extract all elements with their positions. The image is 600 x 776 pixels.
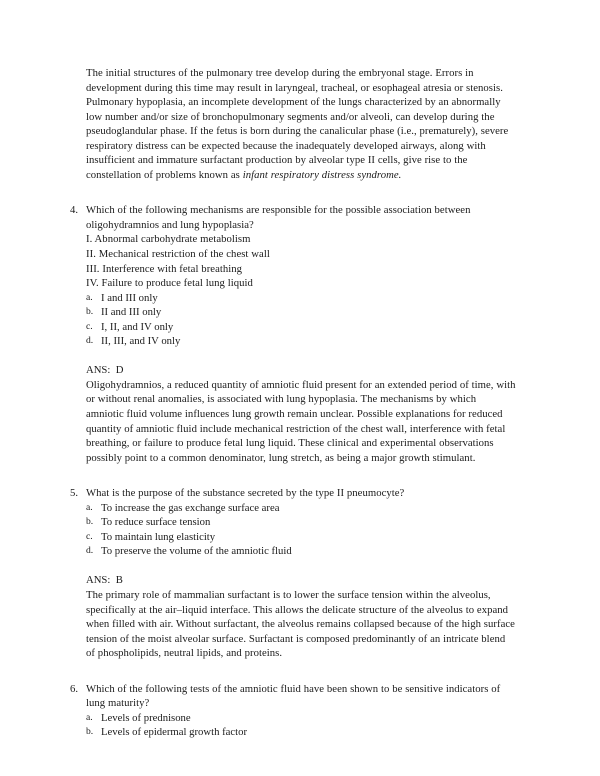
- option-text: I and III only: [101, 291, 158, 304]
- option-letter: c.: [86, 530, 93, 542]
- answer-group-4: [86, 363, 516, 465]
- option-letter: a.: [86, 291, 93, 303]
- question-number-5: 5.: [70, 487, 79, 500]
- option-text: II, III, and IV only: [101, 335, 181, 348]
- option-text: To increase the gas exchange surface area: [101, 501, 280, 514]
- option-letter: c.: [86, 320, 93, 332]
- option-text: Levels of epidermal growth factor: [101, 726, 248, 739]
- rationale-5: The primary role of mammalian surfactant is to lower the surface tension within the alveolus, specifically at the air–liquid interface. This allows the delicate structure of the alveolus to expand when filled with air. Without surfactant, the alveolus remains collapsed because of the high surface tension of the moist alveolar surface. Surfactant is composed predominantly of an intricate blend of phospholipids, neutral lipids, and proteins.: [86, 588, 515, 660]
- answer-option-b[interactable]: [86, 515, 532, 530]
- answer-option-c[interactable]: [86, 530, 532, 545]
- option-letter: b.: [86, 516, 94, 528]
- option-letter: b.: [86, 726, 94, 738]
- intro-paragraph-italic-term: infant respiratory distress syndrome.: [242, 168, 402, 181]
- roman-item: III. Interference with fetal breathing: [86, 262, 243, 275]
- answer-option-c[interactable]: [86, 320, 532, 335]
- answer-option-a[interactable]: [86, 711, 532, 726]
- roman-item: I. Abnormal carbohydrate metabolism: [86, 233, 251, 246]
- answer-option-d[interactable]: [86, 334, 532, 349]
- answer-line-5: ANS: B: [86, 574, 123, 587]
- answer-option-b[interactable]: [86, 725, 532, 740]
- answer-group-5: [86, 573, 516, 660]
- roman-numeral-list-4: [86, 232, 532, 290]
- question-block-4: [70, 203, 532, 348]
- intro-paragraph-text: The initial structures of the pulmonary tree develop during the embryonal stage. Errors in development during this time may result in laryngeal, tracheal, or esophageal atresia or stenosis. Pulmonary hypoplasia, an incomplete development of the lungs characterized by an abnormally low number and/or size of bronchopulmonary segments and/or alveoli, can develop during the pseudoglandular phase. If the fetus is born during the canalicular phase (i.e., prematurely), severe respiratory distress can be expected because the inadequately developed airways, along with insufficient and immature surfactant production by alveolar type II cells, give rise to the constellation of problems known as: [86, 67, 509, 181]
- option-text: To preserve the volume of the amniotic fluid: [101, 545, 292, 558]
- answer-option-d[interactable]: [86, 544, 532, 559]
- option-letter: b.: [86, 306, 94, 318]
- option-text: Levels of prednisone: [101, 711, 191, 724]
- roman-item: II. Mechanical restriction of the chest wall: [86, 248, 270, 261]
- answer-option-b[interactable]: [86, 305, 532, 320]
- option-text: To maintain lung elasticity: [101, 530, 216, 543]
- question-stem-4: Which of the following mechanisms are responsible for the possible association between oligohydramnios and lung hypoplasia?: [86, 204, 471, 231]
- question-number-4: 4.: [70, 204, 79, 217]
- answer-option-list-5: [86, 501, 532, 559]
- answer-option-a[interactable]: [86, 291, 532, 306]
- option-text: I, II, and IV only: [101, 320, 174, 333]
- answer-option-list-6: [86, 711, 532, 740]
- option-letter: d.: [86, 545, 94, 557]
- rationale-4: Oligohydramnios, a reduced quantity of amniotic fluid present for an extended period of time, with or without renal anomalies, is associated with lung hypoplasia. The mechanisms by which amniotic fluid volume influences lung growth remain unclear. Possible explanations for reduced quantity of amniotic fluid include mechanical restriction of the chest wall, interference with fetal breathing, or failure to produce fetal lung liquid. These clinical and experimental observations possibly point to a common denominator, lung stretch, as being a major growth stimulant.: [86, 378, 516, 464]
- answer-line-4: ANS: D: [86, 364, 124, 377]
- answer-option-list-4: [86, 291, 532, 349]
- intro-paragraph: [86, 66, 516, 182]
- option-text: II and III only: [101, 306, 162, 319]
- option-letter: a.: [86, 501, 93, 513]
- option-letter: d.: [86, 335, 94, 347]
- question-block-6: [70, 682, 532, 740]
- option-text: To reduce surface tension: [101, 516, 211, 529]
- question-stem-5: What is the purpose of the substance secreted by the type II pneumocyte?: [86, 487, 405, 500]
- question-block-5: [70, 486, 532, 559]
- roman-item: IV. Failure to produce fetal lung liquid: [86, 277, 253, 290]
- question-stem-6: Which of the following tests of the amniotic fluid have been shown to be sensitive indicators of lung maturity?: [86, 682, 501, 710]
- option-letter: a.: [86, 711, 93, 723]
- answer-option-a[interactable]: [86, 501, 532, 516]
- question-number-6: 6.: [70, 682, 79, 695]
